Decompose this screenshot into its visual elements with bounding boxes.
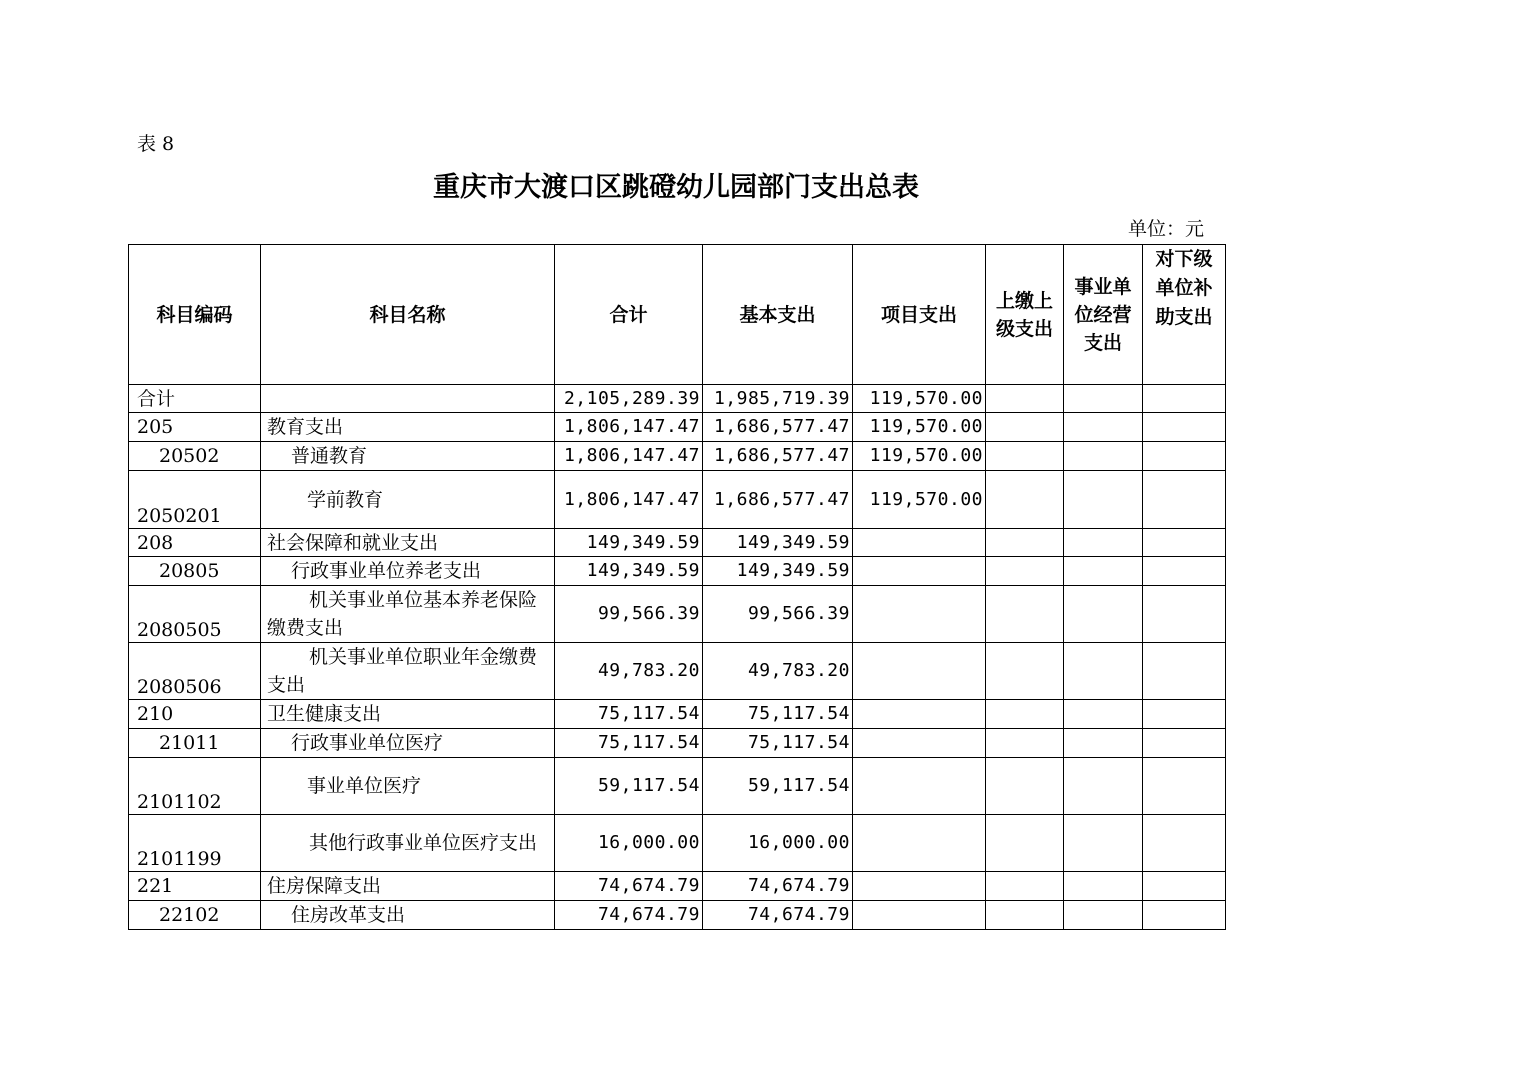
- row-code: 2101102: [129, 758, 261, 815]
- row-business: [1064, 700, 1143, 729]
- row-basic: 74,674.79: [703, 872, 853, 901]
- table-row: [129, 385, 1226, 413]
- row-basic: 74,674.79: [703, 901, 853, 930]
- row-upper: [986, 729, 1064, 758]
- row-name: 事业单位医疗: [261, 758, 555, 815]
- row-project: [853, 872, 986, 901]
- table-row: [129, 586, 1226, 643]
- row-subsidy: [1143, 700, 1226, 729]
- row-business: [1064, 758, 1143, 815]
- row-code: 2101199: [129, 815, 261, 872]
- row-project: [853, 643, 986, 700]
- row-business: [1064, 586, 1143, 643]
- row-basic: 1,985,719.39: [703, 385, 853, 413]
- row-project: [853, 758, 986, 815]
- row-total: 2,105,289.39: [555, 385, 703, 413]
- table-row: [129, 901, 1226, 930]
- row-total: 1,806,147.47: [555, 413, 703, 442]
- row-total: 16,000.00: [555, 815, 703, 872]
- row-total: 149,349.59: [555, 529, 703, 557]
- row-project: [853, 815, 986, 872]
- header-upper: 上缴上级支出: [986, 245, 1064, 385]
- row-subsidy: [1143, 557, 1226, 586]
- header-basic: 基本支出: [703, 245, 853, 385]
- row-project: 119,570.00: [853, 413, 986, 442]
- row-total: 59,117.54: [555, 758, 703, 815]
- row-upper: [986, 700, 1064, 729]
- row-code: 2080506: [129, 643, 261, 700]
- row-business: [1064, 442, 1143, 471]
- row-total: 149,349.59: [555, 557, 703, 586]
- row-basic: 1,686,577.47: [703, 413, 853, 442]
- row-basic: 75,117.54: [703, 729, 853, 758]
- row-project: [853, 901, 986, 930]
- header-total: 合计: [555, 245, 703, 385]
- row-basic: 149,349.59: [703, 529, 853, 557]
- header-code: 科目编码: [129, 245, 261, 385]
- row-total: 1,806,147.47: [555, 442, 703, 471]
- header-subsidy: 对下级单位补助支出: [1143, 245, 1226, 385]
- row-subsidy: [1143, 643, 1226, 700]
- row-business: [1064, 385, 1143, 413]
- row-business: [1064, 529, 1143, 557]
- row-upper: [986, 815, 1064, 872]
- row-name: 机关事业单位职业年金缴费支出: [261, 643, 555, 700]
- table-row: [129, 643, 1226, 700]
- row-upper: [986, 442, 1064, 471]
- expenditure-table: [128, 244, 1226, 930]
- row-business: [1064, 901, 1143, 930]
- row-code: 2080505: [129, 586, 261, 643]
- row-project: [853, 586, 986, 643]
- row-code: 20805: [129, 557, 261, 586]
- row-basic: 1,686,577.47: [703, 471, 853, 529]
- row-business: [1064, 729, 1143, 758]
- row-name: 住房改革支出: [261, 901, 555, 930]
- row-name: 普通教育: [261, 442, 555, 471]
- row-project: 119,570.00: [853, 471, 986, 529]
- header-business: 事业单位经营支出: [1064, 245, 1143, 385]
- row-basic: 99,566.39: [703, 586, 853, 643]
- row-business: [1064, 643, 1143, 700]
- row-project: [853, 529, 986, 557]
- row-subsidy: [1143, 901, 1226, 930]
- table-row: [129, 815, 1226, 872]
- row-name: 学前教育: [261, 471, 555, 529]
- row-name: 行政事业单位养老支出: [261, 557, 555, 586]
- row-name: [261, 385, 555, 413]
- table-body: [129, 385, 1226, 930]
- row-total: 75,117.54: [555, 700, 703, 729]
- row-subsidy: [1143, 413, 1226, 442]
- row-code: 205: [129, 413, 261, 442]
- row-code: 20502: [129, 442, 261, 471]
- row-basic: 149,349.59: [703, 557, 853, 586]
- row-total: 75,117.54: [555, 729, 703, 758]
- row-code: 2050201: [129, 471, 261, 529]
- row-upper: [986, 413, 1064, 442]
- header-project: 项目支出: [853, 245, 986, 385]
- row-total: 99,566.39: [555, 586, 703, 643]
- row-subsidy: [1143, 385, 1226, 413]
- row-name: 机关事业单位基本养老保险缴费支出: [261, 586, 555, 643]
- row-basic: 75,117.54: [703, 700, 853, 729]
- row-upper: [986, 643, 1064, 700]
- row-total: 49,783.20: [555, 643, 703, 700]
- row-code: 210: [129, 700, 261, 729]
- row-upper: [986, 529, 1064, 557]
- row-subsidy: [1143, 586, 1226, 643]
- row-subsidy: [1143, 442, 1226, 471]
- row-code: 22102: [129, 901, 261, 930]
- row-name: 教育支出: [261, 413, 555, 442]
- row-basic: 16,000.00: [703, 815, 853, 872]
- header-name: 科目名称: [261, 245, 555, 385]
- row-code: 208: [129, 529, 261, 557]
- row-business: [1064, 815, 1143, 872]
- table-row: [129, 872, 1226, 901]
- table-row: [129, 442, 1226, 471]
- row-project: [853, 729, 986, 758]
- row-upper: [986, 471, 1064, 529]
- row-basic: 59,117.54: [703, 758, 853, 815]
- row-code: 221: [129, 872, 261, 901]
- row-subsidy: [1143, 758, 1226, 815]
- table-row: [129, 729, 1226, 758]
- table-row: [129, 758, 1226, 815]
- row-basic: 49,783.20: [703, 643, 853, 700]
- row-upper: [986, 758, 1064, 815]
- row-upper: [986, 901, 1064, 930]
- row-upper: [986, 385, 1064, 413]
- row-total: 1,806,147.47: [555, 471, 703, 529]
- row-project: 119,570.00: [853, 385, 986, 413]
- table-row: [129, 413, 1226, 442]
- table-number-label: 表 8: [137, 133, 175, 155]
- table-row: [129, 529, 1226, 557]
- row-upper: [986, 872, 1064, 901]
- row-name: 社会保障和就业支出: [261, 529, 555, 557]
- table-row: [129, 557, 1226, 586]
- row-upper: [986, 586, 1064, 643]
- row-project: [853, 557, 986, 586]
- row-name: 其他行政事业单位医疗支出: [261, 815, 555, 872]
- row-total: 74,674.79: [555, 901, 703, 930]
- header-row: [129, 245, 1226, 385]
- row-subsidy: [1143, 729, 1226, 758]
- row-upper: [986, 557, 1064, 586]
- row-total: 74,674.79: [555, 872, 703, 901]
- table-row: [129, 700, 1226, 729]
- row-subsidy: [1143, 471, 1226, 529]
- row-subsidy: [1143, 815, 1226, 872]
- row-basic: 1,686,577.47: [703, 442, 853, 471]
- row-project: [853, 700, 986, 729]
- row-code: 合计: [129, 385, 261, 413]
- row-project: 119,570.00: [853, 442, 986, 471]
- row-code: 21011: [129, 729, 261, 758]
- row-subsidy: [1143, 529, 1226, 557]
- row-business: [1064, 471, 1143, 529]
- row-business: [1064, 557, 1143, 586]
- row-subsidy: [1143, 872, 1226, 901]
- page-title: 重庆市大渡口区跳磴幼儿园部门支出总表: [433, 172, 919, 203]
- row-business: [1064, 413, 1143, 442]
- row-name: 行政事业单位医疗: [261, 729, 555, 758]
- table-row: [129, 471, 1226, 529]
- row-name: 卫生健康支出: [261, 700, 555, 729]
- row-name: 住房保障支出: [261, 872, 555, 901]
- unit-label: 单位：元: [1128, 218, 1205, 240]
- row-business: [1064, 872, 1143, 901]
